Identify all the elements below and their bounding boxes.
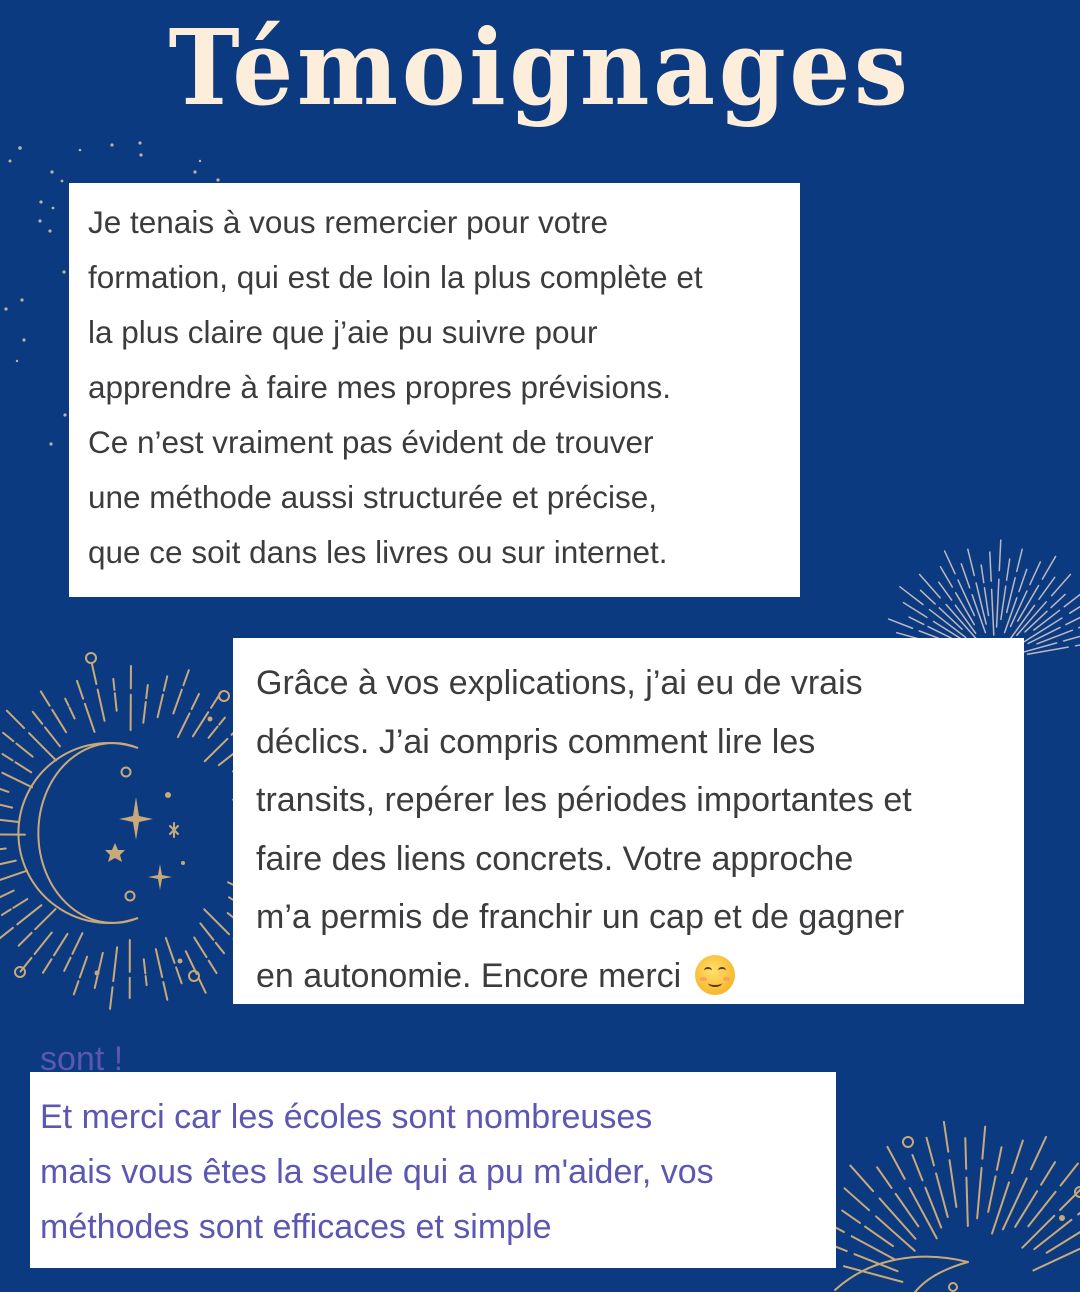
- testimonial-line: mais vous êtes la seule qui a pu m'aider, vos: [40, 1153, 714, 1191]
- crescent-moon-sunburst-icon: [830, 1100, 1080, 1292]
- testimonial-line: Je tenais à vous remercier pour votre: [88, 204, 608, 240]
- testimonial-line: Ce n’est vraiment pas évident de trouver: [88, 424, 654, 460]
- page-title: Témoignages: [168, 6, 912, 129]
- testimonial-card-2: [233, 638, 1024, 1004]
- testimonial-cut-line: sont !: [40, 1040, 124, 1078]
- testimonial-line: apprendre à faire mes propres prévisions.: [88, 369, 672, 405]
- smiling-face-icon: [695, 955, 735, 995]
- testimonial-line: en autonomie. Encore merci: [256, 956, 682, 995]
- crescent-moon-sunburst-icon: [0, 630, 260, 1010]
- testimonial-line: formation, qui est de loin la plus complète et: [88, 259, 703, 295]
- testimonial-card-1: [69, 183, 800, 597]
- testimonial-line: méthodes sont efficaces et simple: [40, 1208, 552, 1246]
- testimonial-line: Grâce à vos explications, j’ai eu de vrais: [256, 664, 863, 702]
- testimonial-line: une méthode aussi structurée et précise,: [88, 479, 658, 515]
- testimonial-line: Et merci car les écoles sont nombreuses: [40, 1098, 653, 1136]
- testimonial-line: la plus claire que j’aie pu suivre pour: [88, 314, 598, 350]
- testimonial-card-3: [30, 1040, 836, 1268]
- testimonial-line: m’a permis de franchir un cap et de gagner: [256, 898, 905, 936]
- testimonial-line: que ce soit dans les livres ou sur internet.: [88, 534, 668, 570]
- testimonial-line: faire des liens concrets. Votre approche: [256, 839, 854, 878]
- testimonial-line: transits, repérer les périodes importantes et: [256, 781, 912, 819]
- testimonial-line: déclics. J’ai compris comment lire les: [256, 722, 816, 761]
